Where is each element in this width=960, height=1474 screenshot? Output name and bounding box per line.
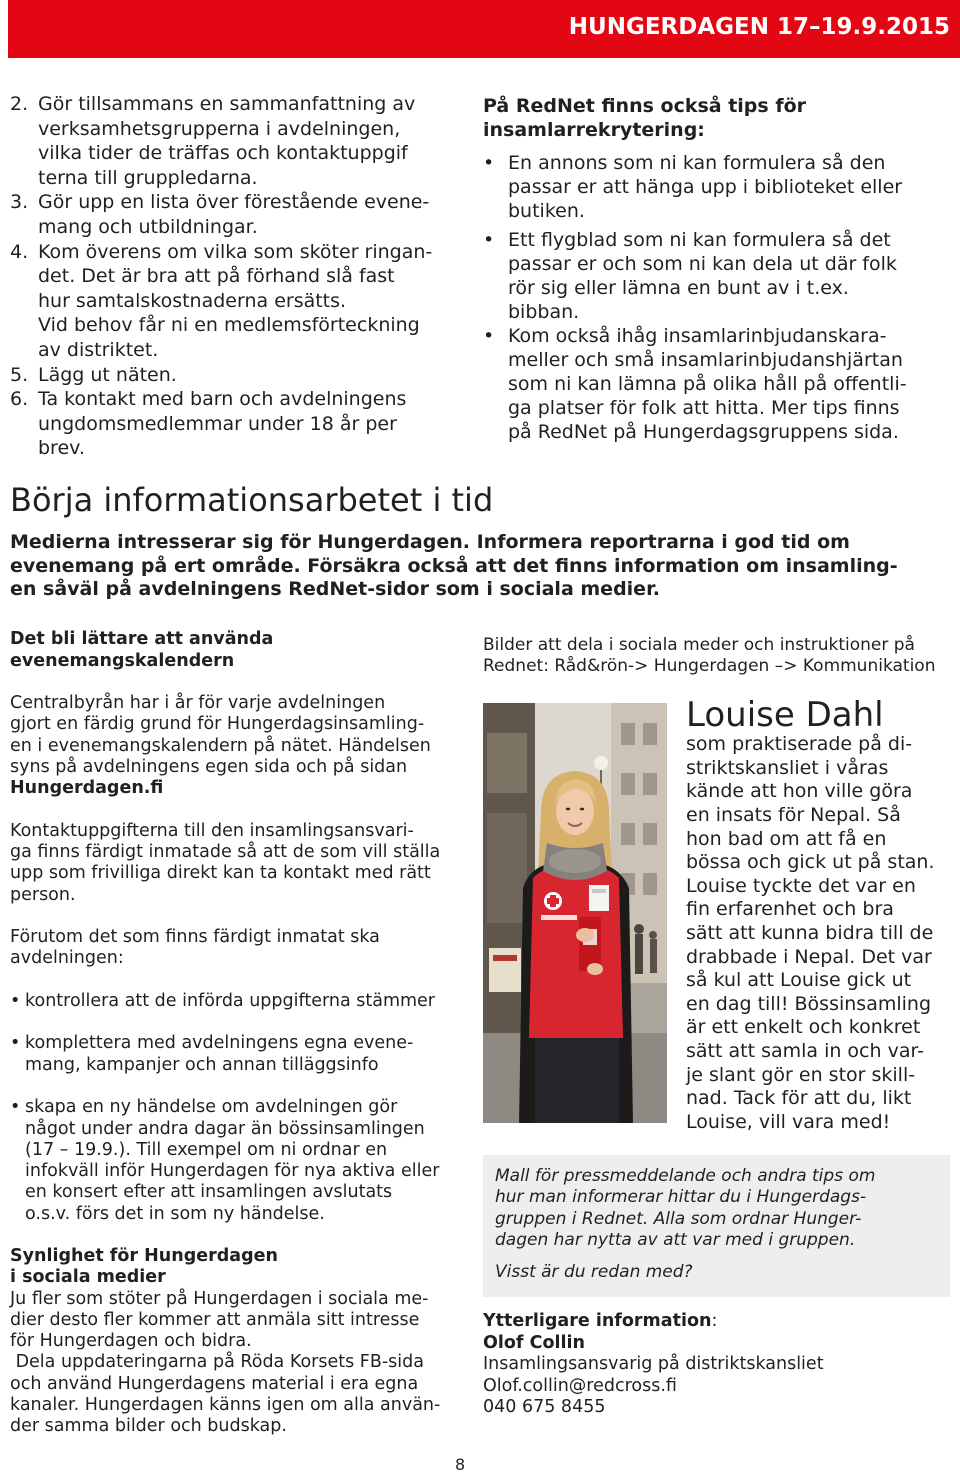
list-item bbox=[483, 151, 955, 223]
social-body: Ju fler som stöter på Hungerdagen i sociala me- dier desto fler kommer att anmäla sitt intresse för Hungerdagen och bidra. Dela uppdateringarna på Röda Korsets FB-sida och använd Hungerdagens material i era egna kanaler. Hungerdagen känns igen om alla använ- der samma bilder och budskap. bbox=[10, 1288, 441, 1437]
contact-info bbox=[483, 1311, 824, 1419]
step-number: 6. bbox=[10, 388, 29, 411]
social-heading: Synlighet för Hungerdagen i sociala medier bbox=[10, 1246, 278, 1288]
calendar-contact-info: Kontaktuppgifterna till den insamlingsansvari- ga finns färdigt inmatade så att de som vill ställa upp som frivilliga direkt kan ta kontakt med rätt person. bbox=[10, 820, 441, 905]
rednet-tips bbox=[483, 94, 955, 444]
calendar-intro-text: Centralbyrån har i år för varje avdelningen gjort en färdig grund för Hungerdagsinsamling- en i evenemangskalendern på nätet. Händelsen syns på avdelningens egen sida och på sidan bbox=[10, 693, 431, 777]
step-number: 4. bbox=[10, 240, 29, 263]
bullet-icon bbox=[483, 324, 494, 348]
bullet-icon bbox=[10, 1033, 20, 1054]
bullet-icon bbox=[10, 1097, 20, 1118]
contact-label-colon: : bbox=[711, 1311, 718, 1331]
step-text: Kom överens om vilka som sköter ringan- det. Det är bra att på förhand slå fast hur samtalskostnaderna ersätts. Vid behov får ni en medlemsförteckning av distriktet. bbox=[38, 240, 433, 361]
bullet-icon bbox=[483, 151, 494, 175]
story-column bbox=[686, 695, 958, 1134]
rednet-tips-list bbox=[483, 151, 955, 444]
steps-list bbox=[10, 92, 455, 461]
step-text: Lägg ut näten. bbox=[38, 363, 177, 386]
step-item bbox=[10, 92, 455, 190]
list-item-text: En annons som ni kan formulera så den passar er att hänga upp i biblioteket eller butiken. bbox=[508, 152, 903, 222]
calendar-column bbox=[10, 629, 470, 1437]
list-item bbox=[10, 1033, 470, 1076]
calendar-todo-list bbox=[10, 991, 470, 1225]
header-title: HUNGERDAGEN 17–19.9.2015 bbox=[568, 14, 950, 40]
list-item bbox=[10, 991, 470, 1012]
step-number: 5. bbox=[10, 363, 29, 386]
step-item bbox=[10, 387, 455, 461]
step-text: Gör tillsammans en sammanfattning av verksamhetsgrupperna i avdelningen, vilka tider de träffas och kontaktuppgif terna till gruppledarna. bbox=[38, 93, 416, 189]
step-item bbox=[10, 190, 455, 239]
contact-phone: 040 675 8455 bbox=[483, 1397, 606, 1417]
list-item-text: Kom också ihåg insamlarinbjudanskara- meller och små insamlarinbjudanshjärtan som ni kan lämna på olika håll på offentli- ga platser för folk att hitta. Mer tips finns på RedNet på Hungerdagsgruppens sida. bbox=[508, 325, 907, 443]
contact-name: Olof Collin bbox=[483, 1332, 585, 1353]
press-info-box bbox=[483, 1155, 950, 1297]
contact-role: Insamlingsansvarig på distriktskansliet bbox=[483, 1354, 824, 1374]
share-instructions: Bilder att dela i sociala meder och instruktioner på Rednet: Råd&rön-> Hungerdagen –> Kommunikation bbox=[483, 634, 936, 676]
list-item-text: Ett flygblad som ni kan formulera så det passar er och som ni kan dela ut där folk rör sig eller lämna en bunt av i t.ex. bibban. bbox=[508, 229, 897, 323]
calendar-intro bbox=[10, 693, 470, 799]
contact-label: Ytterligare information bbox=[483, 1311, 712, 1331]
photo-louise-dahl bbox=[483, 703, 667, 1123]
list-item bbox=[483, 324, 955, 444]
list-item bbox=[10, 1097, 470, 1225]
rednet-tips-heading: På RedNet finns också tips för insamlarrekrytering: bbox=[483, 95, 807, 141]
story-name: Louise Dahl bbox=[686, 695, 884, 735]
page-number: 8 bbox=[455, 1455, 466, 1474]
bullet-icon bbox=[483, 228, 494, 252]
step-item bbox=[10, 240, 455, 363]
list-item-text: skapa en ny händelse om avdelningen gör något under andra dagar än bössinsamlingen (17 – 19.9.). Till exempel om ni ordnar en infokväll inför Hungerdagen för nya aktiva eller en konsert efter att insamlingen avslutats o.s.v. förs det in som ny händelse. bbox=[25, 1097, 440, 1224]
calendar-heading: Det bli lättare att använda evenemangskalendern bbox=[10, 629, 274, 671]
contact-label-line bbox=[483, 1311, 824, 1333]
step-text: Ta kontakt med barn och avdelningens ungdomsmedlemmar under 18 år per brev. bbox=[38, 388, 407, 460]
press-box-text: Mall för pressmeddelande och andra tips om hur man informerar hittar du i Hungerdags- gruppen i Rednet. Alla som ordnar Hunger- dagen har nytta av att var med i gruppen. bbox=[495, 1166, 876, 1250]
step-number: 2. bbox=[10, 93, 29, 115]
story-text: som praktiserade på di- striktskansliet i våras kände att hon ville göra en insats för Nepal. Så hon bad om att få en bössa och gick ut på stan. Louise tyckte det var en fin erfarenhet och bra sätt att kunna bidra till de drabbade i Nepal. Det var så kul att Louise gick ut en dag till! Bössinsamling är ett enkelt och konkret sätt att samla in och var- je slant gör en stor skill- nad. Tack för att du, likt Louise, vill vara med! bbox=[686, 733, 935, 1133]
bullet-icon bbox=[10, 991, 20, 1012]
calendar-todo-intro: Förutom det som finns färdigt inmatat ska avdelningen: bbox=[10, 927, 380, 969]
step-item bbox=[10, 363, 455, 388]
step-text: Gör upp en lista över förestående evene- mang och utbildningar. bbox=[38, 191, 430, 238]
section-title: Börja informationsarbetet i tid bbox=[10, 481, 494, 519]
section-lead: Medierna intresserar sig för Hungerdagen. Informera reportrarna i god tid om evenemang på ert område. Försäkra också att det finns information om insamling- en såväl på avdelningens RedNet-sidor som i sociala medier. bbox=[10, 531, 898, 600]
list-item-text: kontrollera att de införda uppgifterna stämmer bbox=[25, 990, 435, 1011]
list-item-text: komplettera med avdelningens egna evene- mang, kampanjer och annan tilläggsinfo bbox=[25, 1033, 414, 1075]
press-box-cta: Visst är du redan med? bbox=[495, 1261, 693, 1282]
contact-email: Olof.collin@redcross.fi bbox=[483, 1375, 677, 1396]
header-bar bbox=[8, 0, 960, 58]
step-number: 3. bbox=[10, 191, 29, 214]
calendar-intro-site: Hungerdagen.fi bbox=[10, 778, 164, 799]
list-item bbox=[483, 228, 955, 324]
